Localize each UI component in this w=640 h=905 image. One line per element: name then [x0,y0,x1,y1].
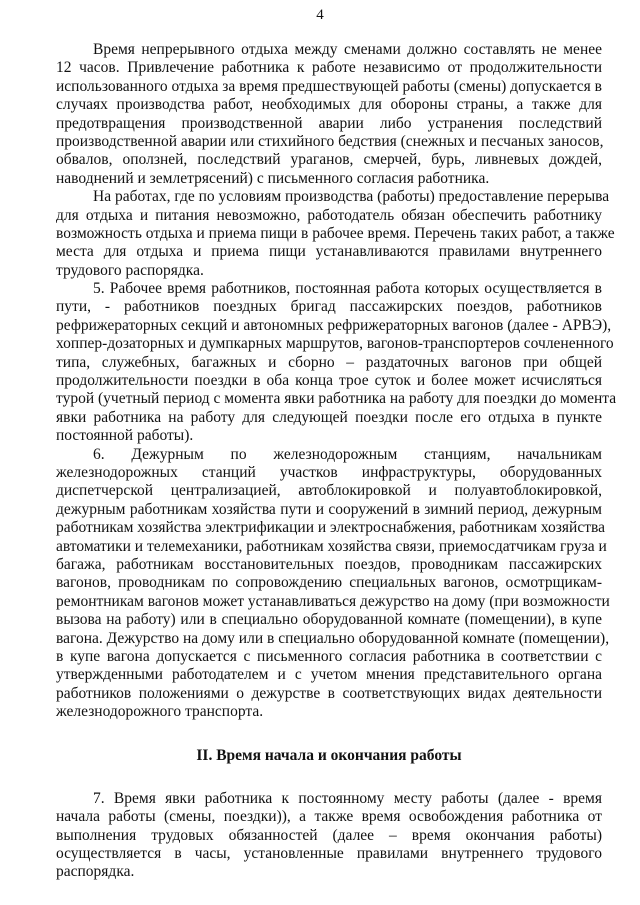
text-line: диспетчерской централизацией, автоблокировкой и полуавтоблокировкой, [56,482,602,500]
text-line: производственной аварии или стихийного бедствия (снежных и песчаных заносов, [56,132,604,150]
document-body [56,41,617,882]
text-line: места для отдыха и приема пищи устанавливаются правилами внутреннего [56,243,602,261]
text-line: наводнений и землетрясений) с письменного согласия работника. [56,169,490,187]
body-text-before-heading [56,41,617,721]
text-line: распорядка. [56,863,135,881]
text-line: багажа, работникам восстановительных поездов, проводникам пассажирских [56,555,602,573]
text-line: вагонов, проводникам по сопровождению специальных вагонов, осмотрщикам- [56,574,602,592]
text-line: железнодорожных станций участков инфраструктуры, оборудованных [56,463,602,481]
text-line: начала работы (смены, поездки)), а также время освобождения работника от [56,808,602,826]
page-number: 4 [316,7,324,23]
text-line: работникам хозяйства электрификации и электроснабжения, работникам хозяйства [56,519,605,537]
body-text-after-heading [56,790,602,882]
text-line: возможность отдыха и приема пищи в рабочее время. Перечень таких работ, а также [56,224,615,242]
text-line: вагона. Дежурство на дому или в специально оборудованной комнате (помещении), [56,629,610,647]
text-line: дежурным работникам хозяйства пути и сооружений в зимний период, дежурным [56,500,602,518]
text-line: выполнения трудовых обязанностей (далее – время окончания работы) [56,826,602,844]
section-heading: II. Время начала и окончания работы [196,747,462,765]
text-line: Время непрерывного отдыха между сменами должно составлять не менее [93,41,602,58]
text-line: для отдыха и питания невозможно, работодатель обязан обеспечить работнику [56,206,602,224]
text-line: предотвращения производственной аварии либо устранения последствий [56,114,602,132]
text-line: рефрижераторных секций и автономных рефрижераторных вагонов (далее - АРВЭ), [56,316,612,334]
text-line: турой (учетный период с момента явки работника на работу для поездки до момента [56,390,617,408]
text-line: случаях производства работ, необходимых для обороны страны, а также для [56,96,602,114]
text-line: постоянной работы). [56,427,194,445]
text-line: работников положениями о дежурстве в соответствующих видах деятельности [56,684,602,702]
text-line: железнодорожного транспорта. [56,703,264,721]
text-line: хоппер-дозаторных и думпкарных маршрутов, вагонов-транспортеров сочлененного [56,335,614,353]
text-line: На работах, где по условиям производства (работы) предоставление перерыва [93,188,610,206]
text-line: в купе вагона допускается с письменного согласия работника в соответствии с [56,647,602,665]
text-line: пути, - работников поездных бригад пассажирских поездов, работников [56,298,602,316]
text-line: ремонтникам вагонов может устанавливаться дежурство на дому (при возможности [56,592,610,610]
text-line: 12 часов. Привлечение работника к работе независимо от продолжительности [56,59,602,77]
text-line: 5. Рабочее время работников, постоянная работа которых осуществляется в [93,280,602,298]
text-line: продолжительности поездки в оба конца трое суток и более может исчисляться [56,372,602,390]
text-line: 6. Дежурным по железнодорожным станциям, начальникам [93,445,602,463]
text-line: использованного отдыха за время предшествующей работы (смены) допускается в [56,77,602,95]
text-line: автоматики и телемеханики, работникам хозяйства связи, приемосдатчикам груза и [56,537,607,555]
text-line: типа, служебных, багажных и сборно – раздаточных вагонов при общей [56,353,602,371]
text-line: осуществляется в часы, установленные правилами внутреннего трудового [56,845,602,863]
text-line: вызова на работу) или в специально оборудованной комнате (помещении), в купе [56,611,602,629]
text-line: утвержденными работодателем и с учетом мнения представительного органа [56,666,602,684]
text-line: явки работника на работу для следующей поездки после его отдыха в пункте [56,408,602,426]
text-line: трудового распорядка. [56,261,204,279]
text-line: 7. Время явки работника к постоянному месту работы (далее - время [93,789,602,807]
text-line: обвалов, оползней, последствий ураганов, смерчей, бурь, ливневых дождей, [56,151,602,169]
